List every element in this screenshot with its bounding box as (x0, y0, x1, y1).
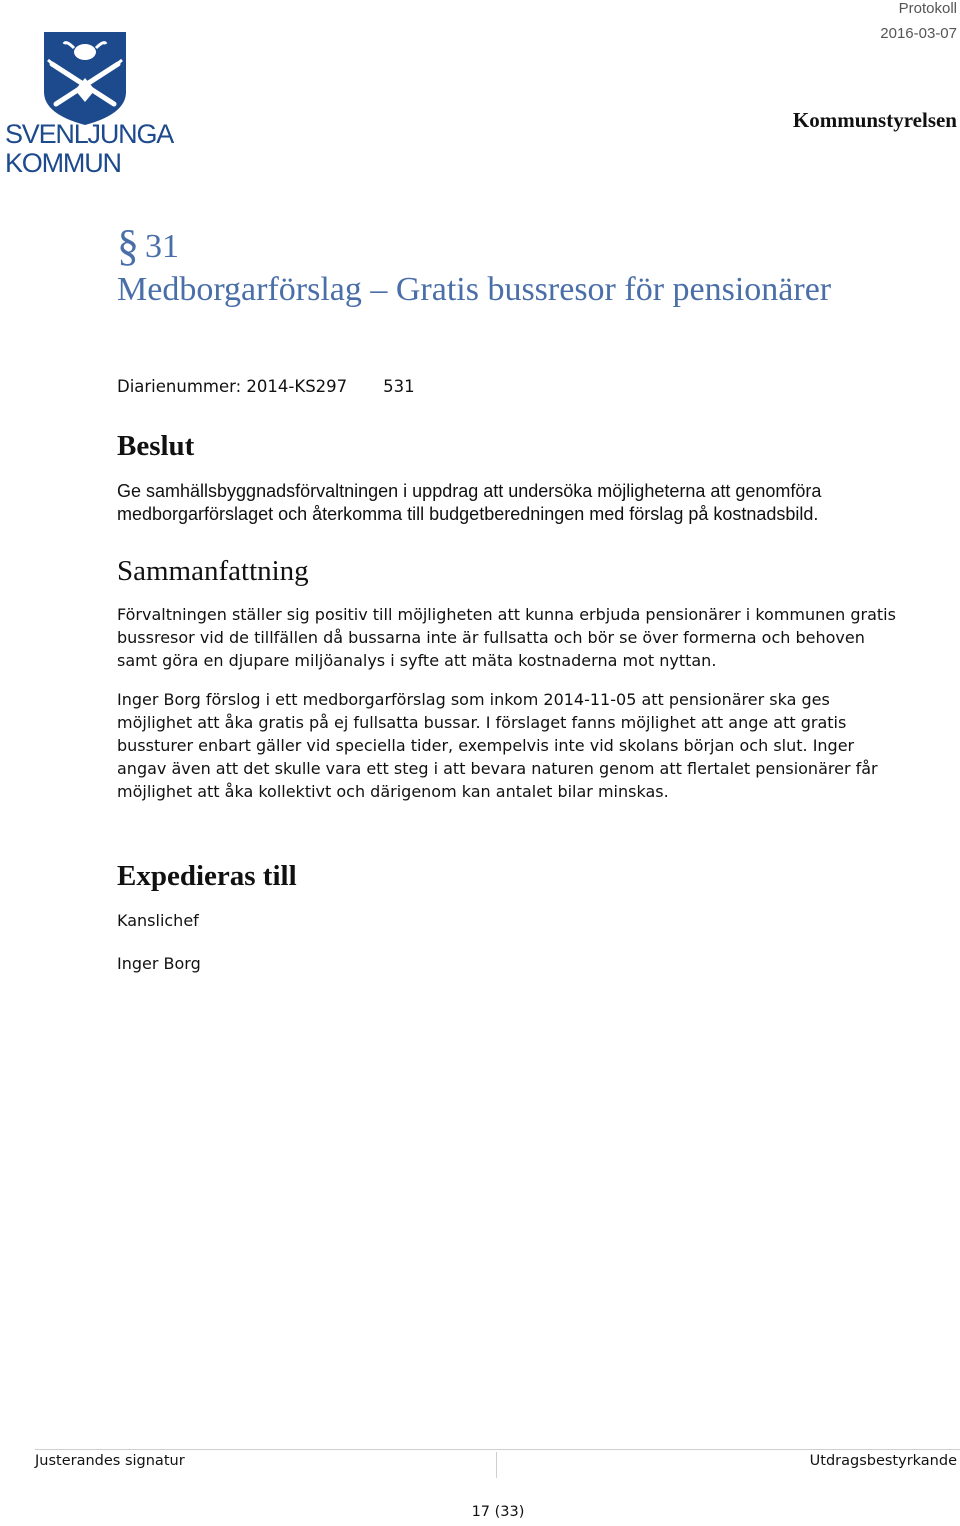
paragraph-sign: § (117, 221, 139, 270)
recipient-item: Inger Borg (117, 954, 201, 973)
beslut-heading: Beslut (117, 430, 195, 462)
utdragsbestyrkande-label: Utdragsbestyrkande (809, 1453, 957, 1469)
footer-divider-line (35, 1449, 960, 1450)
paragraph-title-block (117, 221, 857, 311)
document-type: Protokoll (898, 0, 957, 17)
paragraph-number-line (117, 221, 857, 270)
expedieras-heading: Expedieras till (117, 860, 297, 892)
committee-name: Kommunstyrelsen (792, 108, 957, 132)
diarie-line (117, 377, 415, 396)
recipient-item: Kanslichef (117, 911, 199, 930)
expedieras-list (117, 909, 907, 975)
beslut-text: Ge samhällsbyggnadsförvaltningen i uppdrag att undersöka möjligheterna att genomföra medborgarförslaget och återkomma till budgetberedningen med förslag på kostnadsbild. (117, 481, 822, 524)
document-date: 2016-03-07 (880, 25, 957, 42)
logo-line-2: KOMMUN (5, 148, 121, 178)
paragraph-number: 31 (145, 228, 179, 265)
page-number: 17 (33) (471, 1504, 525, 1520)
sammanfattning-paragraph-1: Förvaltningen ställer sig positiv till möjligheten att kunna erbjuda pensionärer i kommunen gratis bussresor vid de tillfällen då bussarna inte är fullsatta och bör se över formerna och behoven samt göra en djupare miljöanalys i syfte att mäta kostnaderna mot nyttan. (117, 605, 896, 670)
municipality-logo-text (5, 119, 174, 178)
sammanfattning-body (117, 603, 907, 803)
sammanfattning-heading: Sammanfattning (117, 555, 309, 587)
justerandes-signatur-label: Justerandes signatur (35, 1453, 185, 1469)
logo-line-1: SVENLJUNGA (5, 119, 174, 149)
paragraph-title: Medborgarförslag – Gratis bussresor för pensionärer (117, 271, 832, 308)
footer-vertical-divider (496, 1452, 497, 1478)
sammanfattning-paragraph-2: Inger Borg förslog i ett medborgarförslag som inkom 2014-11-05 att pensionärer ska ges möjlighet att åka gratis på ej fullsatta bussar. I förslaget fanns möjlighet att ange att gratis bussturer enbart gäller vid speciella tider, exempelvis inte vid skolans början och slut. Inger angav även att det skulle vara ett steg i att bevara naturen genom att flertalet pensionärer får möjlighet att åka kollektivt och därigenom kan antalet bilar minskas. (117, 690, 878, 801)
diarie-secondary-number: 531 (383, 377, 415, 396)
diarie-number: Diarienummer: 2014-KS297 (117, 377, 348, 396)
